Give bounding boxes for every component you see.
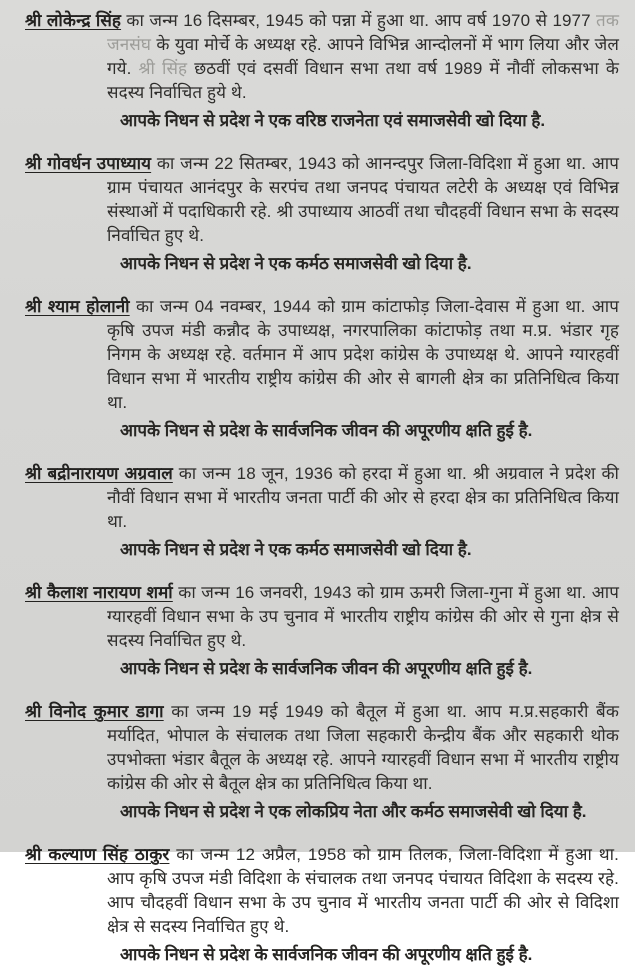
person-name: श्री श्याम होलानी (25, 297, 130, 316)
obituary-text (25, 295, 619, 415)
obituary-details (107, 11, 619, 102)
obituary-entry (25, 462, 619, 562)
body-text: का जन्म 04 नवम्बर, 1944 को ग्राम कांटाफोड़ जिला-देवास में हुआ था. आप कृषि उपज मंडी कन्नौद के उपाध्यक्ष, नगरपालिका कांटाफोड़ तथा म.प्र. भंडार गृह निगम के अध्यक्ष रहे. वर्तमान में आप प्रदेश कांग्रेस के उपाध्यक्ष थे. आपने ग्यारहवीं विधान सभा में भारतीय राष्ट्रीय कांग्रेस की ओर से बागली क्षेत्र का प्रतिनिधित्व किया था. (107, 297, 620, 412)
person-name: श्री कल्याण सिंह ठाकुर (25, 845, 170, 864)
obituary-text (25, 462, 619, 534)
obituary-entry (25, 9, 619, 133)
tribute-line: आपके निधन से प्रदेश ने एक लोकप्रिय नेता और कर्मठ समाजसेवी खो दिया है. (120, 802, 587, 821)
body-text: का जन्म 22 सितम्बर, 1943 को आनन्दपुर जिला-विदिशा में हुआ था. आप ग्राम पंचायत आनंदपुर के सरपंच तथा जनपद पंचायत लटेरी के अध्यक्ष एवं विभिन्न संस्थाओं में पदाधिकारी रहे. श्री उपाध्याय आठवीं तथा चौदहवीं विधान सभा के सदस्य निर्वाचित हुए थे. (107, 154, 619, 245)
obituary-entry (25, 295, 619, 443)
obituary-details (107, 297, 619, 412)
body-text: का जन्म 16 दिसम्बर, 1945 को पन्ना में हुआ था. आप वर्ष 1970 से 1977 (121, 11, 597, 30)
person-name: श्री विनोद कुमार डागा (25, 702, 164, 721)
obituary-text (25, 843, 619, 939)
body-text: के युवा मोर्चे के अध्यक्ष रहे. आपने विभिन्न आन्दोलनों में भाग लिया और जेल गये. (107, 35, 619, 78)
obituary-entry (25, 152, 619, 276)
person-name: श्री गोवर्धन उपाध्याय (25, 154, 152, 173)
obituary-text (25, 581, 619, 653)
body-text: का जन्म 19 मई 1949 को बैतूल में हुआ था. आप म.प्र.सहकारी बैंक मर्यादित, भोपाल के संचालक तथा जिला सहकारी केन्द्रीय बैंक और सहकारी थोक उपभोक्ता भंडार बैतूल के अध्यक्ष रहे. आपने ग्यारहवीं विधान सभा में भारतीय राष्ट्रीय कांग्रेस की ओर से बैतूल क्षेत्र का प्रतिनिधित्व किया था. (107, 702, 620, 793)
obituary-text (25, 700, 619, 796)
person-name: श्री लोकेन्द्र सिंह (25, 11, 122, 30)
person-name: श्री बद्रीनारायण अग्रवाल (25, 464, 173, 483)
obituary-details (107, 583, 619, 650)
faded-print-text: तक जनसंघ (107, 11, 619, 54)
tribute-line: आपके निधन से प्रदेश के सार्वजनिक जीवन की अपूरणीय क्षति हुई है. (120, 659, 533, 678)
faded-print-text: श्री सिंह (138, 59, 188, 78)
obituary-details (107, 702, 619, 793)
obituary-details (107, 154, 619, 245)
body-text: का जन्म 18 जून, 1936 को हरदा में हुआ था. श्री अग्रवाल ने प्रदेश की नौवीं विधान सभा में भारतीय जनता पार्टी की ओर से हरदा क्षेत्र का प्रतिनिधित्व किया था. (107, 464, 619, 531)
tribute-line: आपके निधन से प्रदेश ने एक कर्मठ समाजसेवी खो दिया है. (120, 540, 472, 559)
tribute-line: आपके निधन से प्रदेश के सार्वजनिक जीवन की अपूरणीय क्षति हुई है. (120, 945, 533, 964)
obituary-entry (25, 700, 619, 824)
body-text: छठवीं एवं दसवीं विधान सभा तथा वर्ष 1989 में नौवीं लोकसभा के सदस्य निर्वाचित हुये थे. (107, 59, 620, 102)
person-name: श्री कैलाश नारायण शर्मा (25, 583, 173, 602)
tribute-line: आपके निधन से प्रदेश ने एक वरिष्ठ राजनेता एवं समाजसेवी खो दिया है. (120, 111, 546, 130)
tribute-line: आपके निधन से प्रदेश के सार्वजनिक जीवन की अपूरणीय क्षति हुई है. (120, 421, 533, 440)
body-text: का जन्म 12 अप्रैल, 1958 को ग्राम तिलक, जिला-विदिशा में हुआ था. आप कृषि उपज मंडी विदिशा के संचालक तथा जनपद पंचायत विदिशा के सदस्य रहे. आप चौदहवीं विधान सभा के उप चुनाव में भारतीय जनता पार्टी की ओर से विदिशा क्षेत्र से सदस्य निर्वाचित हुए थे. (107, 845, 620, 936)
tribute-line: आपके निधन से प्रदेश ने एक कर्मठ समाजसेवी खो दिया है. (120, 254, 472, 273)
obituary-details (107, 464, 619, 531)
obituary-text (25, 9, 619, 105)
obituary-entry (25, 843, 619, 967)
obituary-details (107, 845, 619, 936)
body-text: का जन्म 16 जनवरी, 1943 को ग्राम ऊमरी जिला-गुना में हुआ था. आप ग्यारहवीं विधान सभा के उप चुनाव में भारतीय राष्ट्रीय कांग्रेस की ओर से गुना क्षेत्र से सदस्य निर्वाचित हुए थे. (107, 583, 619, 650)
obituary-text (25, 152, 619, 248)
obituary-entry (25, 581, 619, 681)
